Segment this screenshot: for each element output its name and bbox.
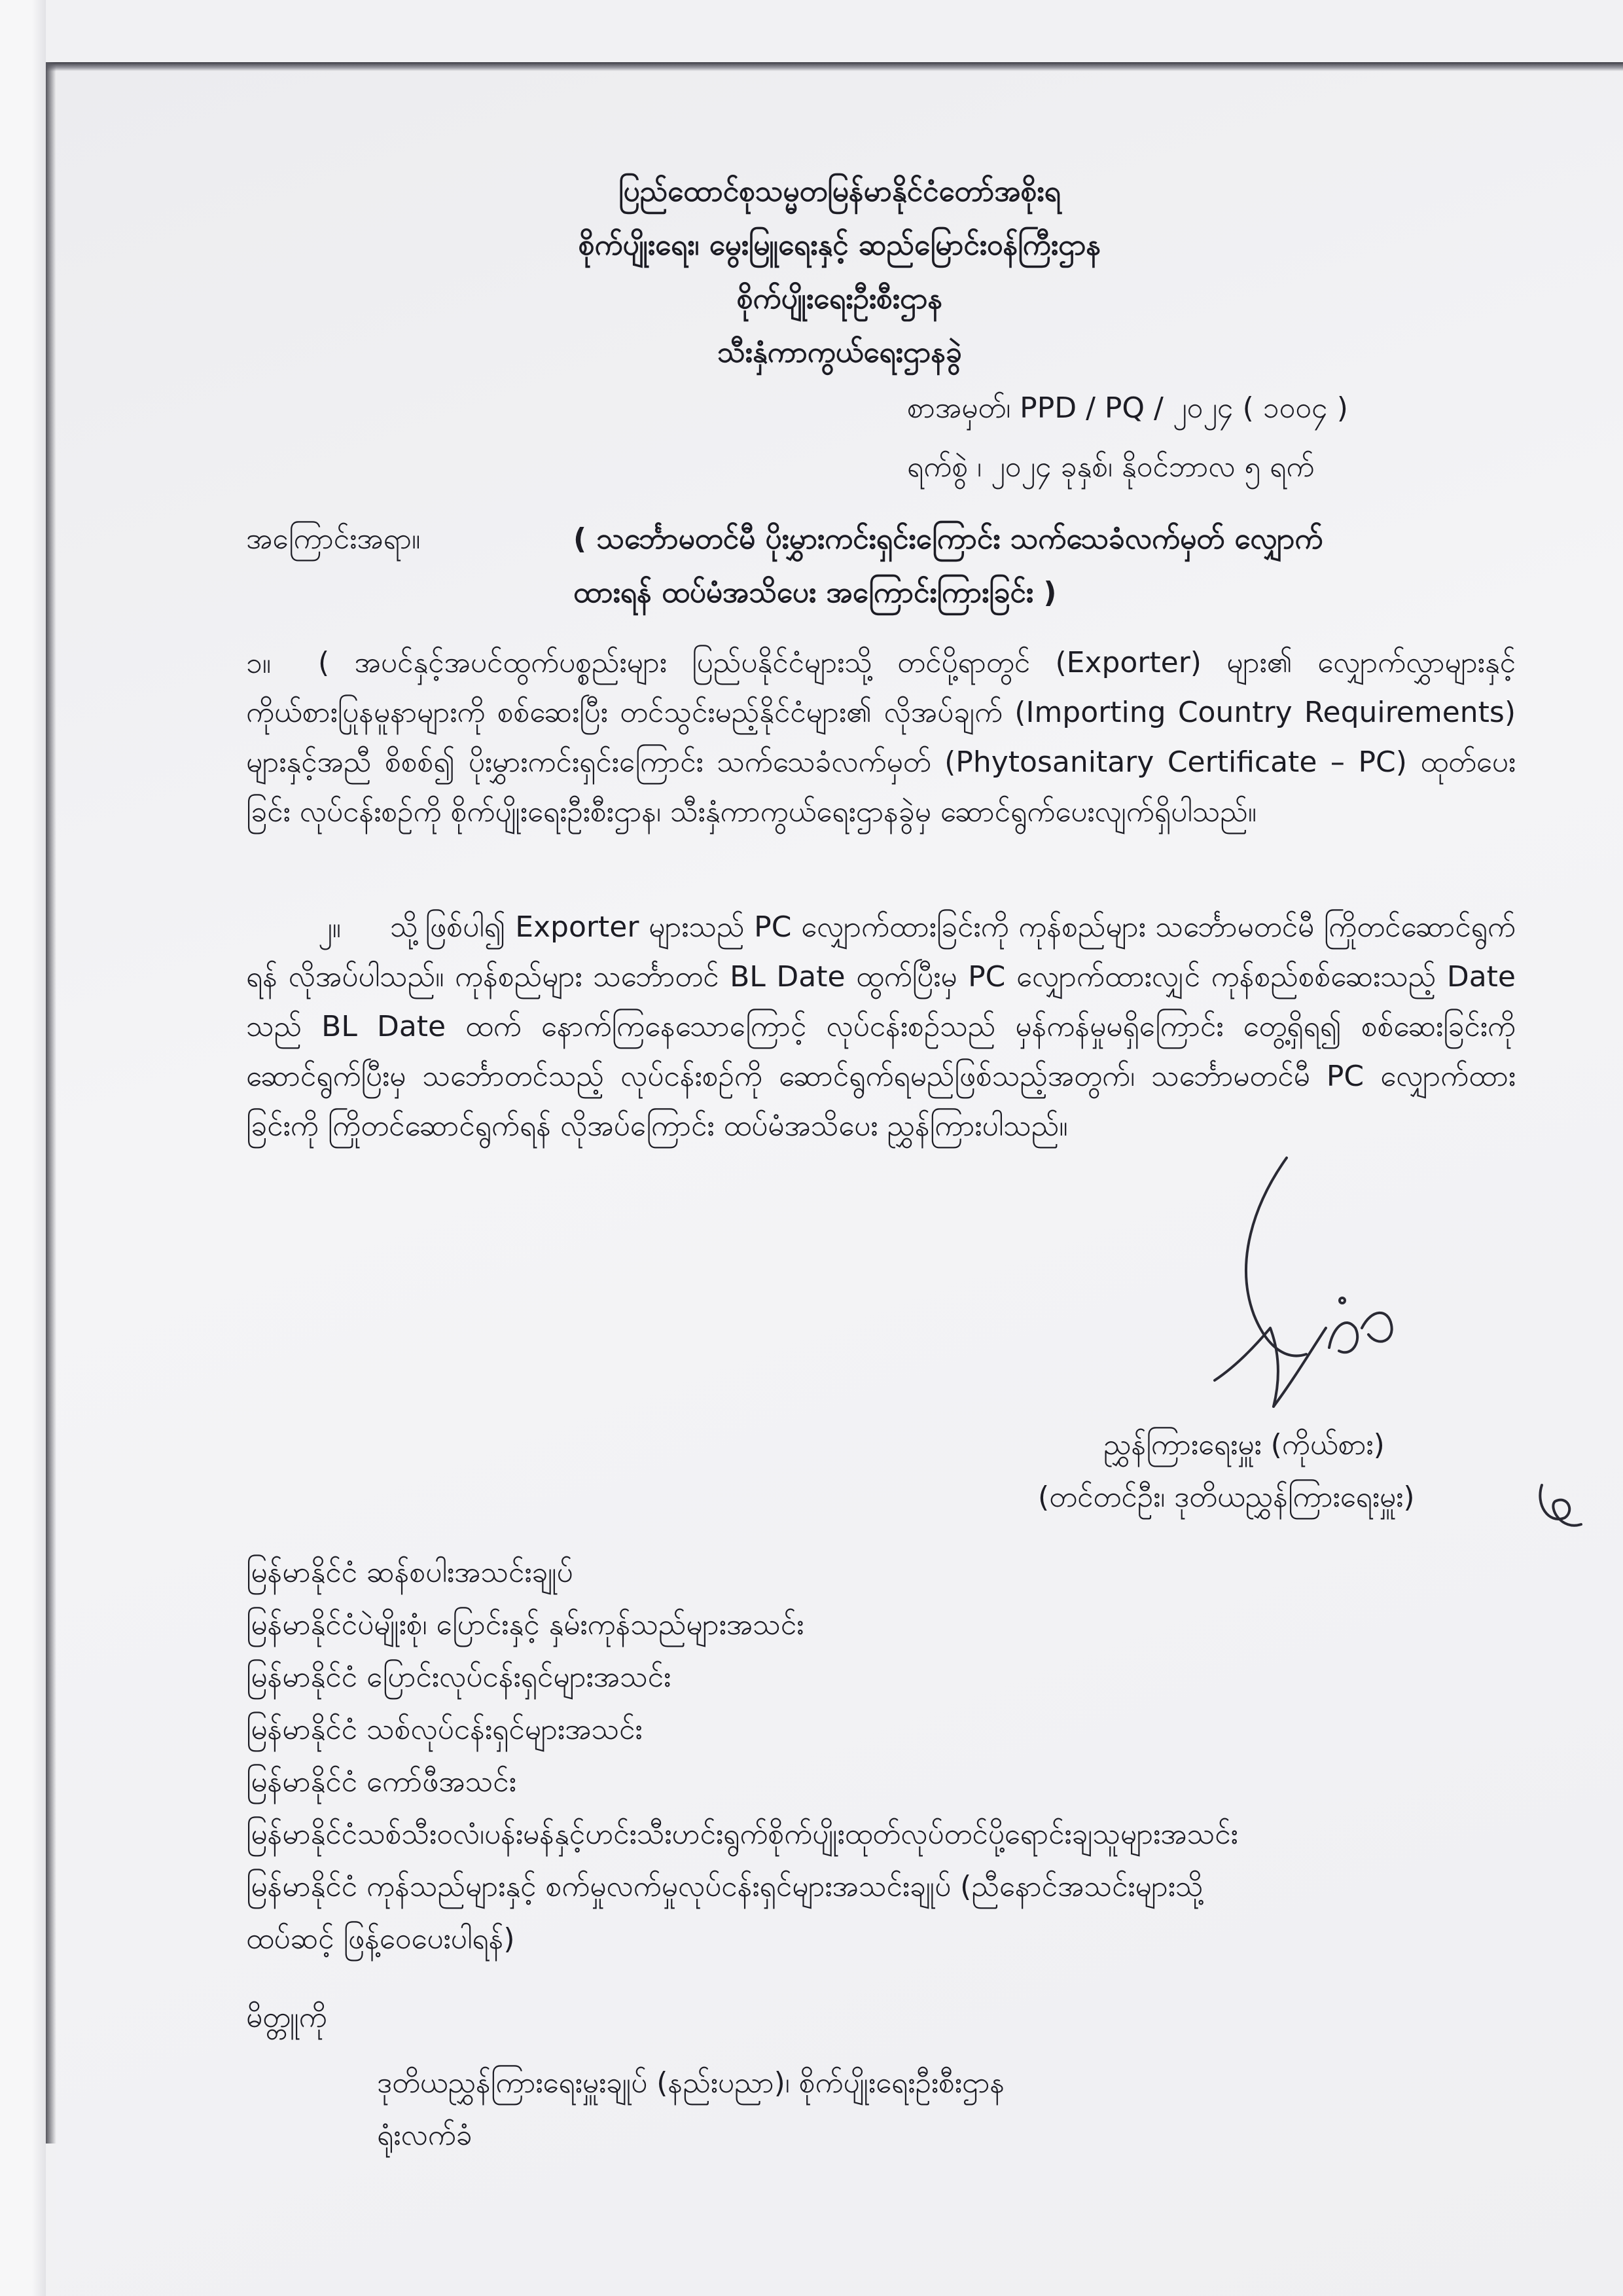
letter-number: စာအမှတ်၊ PPD / PQ / ၂၀၂၄ ( ၁၀၀၄ ) — [907, 391, 1348, 425]
header-department: စိုက်ပျိုးရေးဦးစီးဌာန — [736, 282, 943, 315]
copy-recipient-2: ရုံးလက်ခံ — [377, 2119, 473, 2152]
header-ministry: စိုက်ပျိုးရေး၊ မွေးမြူရေးနှင့် ဆည်မြောင်းဝန်ကြီးဌာန — [578, 228, 1101, 262]
signatory-name: (တင်တင်ဦး၊ ဒုတိယညွှန်ကြားရေးမှူး) — [1038, 1480, 1415, 1514]
document-page — [56, 71, 1623, 2296]
header-division: သီးနှံကာကွယ်ရေးဌာနခွဲ — [717, 336, 962, 369]
paragraph-2-text: သို့ဖြစ်ပါ၍ Exporter များသည် PC လျှောက်ထားခြင်းကို ကုန်စည်များ သင်္ဘောမတင်မီ ကြိုတင်ဆောင်ရွက်ရန် လိုအပ်ပါသည်။ ကုန်စည်များ သင်္ဘောတင် BL Date ထွက်ပြီးမှ PC လျှောက်ထားလျှင် ကုန်စည်စစ်ဆေးသည့် Date သည် BL Date ထက် နောက်ကြနေသောကြောင့် လုပ်ငန်းစဉ်သည် မှန်ကန်မှုမရှိကြောင်း တွေ့ရှိရ၍ စစ်ဆေးခြင်းကို ဆောင်ရွက်ပြီးမှ သင်္ဘောတင်သည့် လုပ်ငန်းစဉ်ကို ဆောင်ရွက်ရမည်ဖြစ်သည့်အတွက်၊ သင်္ဘောမတင်မီ PC လျှောက်ထားခြင်းကို ကြိုတင်ဆောင်ရွက်ရန် လိုအပ်ကြောင်း ထပ်မံအသိပေး ညွှန်ကြားပါသည်။ — [246, 910, 1516, 1143]
subject-line-2: ထားရန် ထပ်မံအသိပေး အကြောင်းကြားခြင်း ) — [573, 576, 1057, 609]
recipient-6: မြန်မာနိုင်ငံသစ်သီးဝလံ၊ပန်းမန်နှင့်ဟင်းသီးဟင်းရွက်စိုက်ပျိုးထုတ်လုပ်တင်ပို့ရောင်းချသူများအသင်း — [246, 1818, 1238, 1851]
recipient-7: မြန်မာနိုင်ငံ ကုန်သည်များနှင့် စက်မှုလက်မှုလုပ်ငန်းရှင်များအသင်းချုပ် (ညီနောင်အသင်းများသို့ — [246, 1870, 1204, 1903]
paragraph-2-number: ၂။ — [318, 911, 341, 944]
scan-edge-left — [0, 0, 46, 2296]
recipient-3: မြန်မာနိုင်ငံ ပြောင်းလုပ်ငန်းရှင်များအသင်း — [246, 1660, 671, 1694]
recipient-5: မြန်မာနိုင်ငံ ကော်ဖီအသင်း — [246, 1765, 516, 1799]
recipient-1: မြန်မာနိုင်ငံ ဆန်စပါးအသင်းချုပ် — [246, 1556, 573, 1589]
copy-recipient-1: ဒုတိယညွှန်ကြားရေးမှူးချုပ် (နည်းပညာ)၊ စိုက်ပျိုးရေးဦးစီးဌာန — [377, 2066, 1005, 2100]
subject-label: အကြောင်းအရာ။ — [246, 522, 421, 556]
scan-shadow-left — [46, 62, 56, 2144]
signatory-title: ညွှန်ကြားရေးမှူး (ကိုယ်စား) — [1103, 1428, 1385, 1462]
recipient-2: မြန်မာနိုင်ငံပဲမျိုးစုံ၊ ပြောင်းနှင့် နှမ်းကုန်သည်များအသင်း — [246, 1608, 804, 1641]
copies-label: မိတ္တူကို — [246, 2001, 327, 2034]
recipient-7-continued: ထပ်ဆင့် ဖြန့်ဝေပေးပါရန်) — [246, 1922, 515, 1956]
paragraph-1-text: ( အပင်နှင့်အပင်ထွက်ပစ္စည်းများ ပြည်ပနိုင်ငံများသို့ တင်ပို့ရာတွင် (Exporter) များ၏ လျှောက်လွှာများနှင့် ကိုယ်စားပြုနမူနာများကို စစ်ဆေးပြီး တင်သွင်းမည့်နိုင်ငံများ၏ လိုအပ်ချက် (Importing Country Requirements) များနှင့်အညီ စိစစ်၍ ပိုးမွှားကင်းရှင်းကြောင်း သက်သေခံလက်မှတ် (Phytosanitary Certificate – PC) ထုတ်ပေးခြင်း လုပ်ငန်းစဉ်ကို စိုက်ပျိုးရေးဦးစီးဌာန၊ သီးနှံကာကွယ်ရေးဌာနခွဲမှ ဆောင်ရွက်ပေးလျက်ရှိပါသည်။ — [246, 646, 1516, 829]
paragraph-1-number: ၁။ — [246, 647, 272, 680]
handwritten-signature — [1208, 1132, 1444, 1420]
header-government: ပြည်ထောင်စုသမ္မတမြန်မာနိုင်ငံတော်အစိုးရ — [618, 175, 1061, 208]
subject-line-1: ( သင်္ဘောမတင်မီ ပိုးမွှားကင်းရှင်းကြောင်း သက်သေခံလက်မှတ် လျှောက် — [573, 522, 1323, 556]
letter-date: ရက်စွဲ ၊ ၂၀၂၄ ခုနှစ်၊ နိုဝင်ဘာလ ၅ ရက် — [907, 450, 1315, 484]
recipient-4: မြန်မာနိုင်ငံ သစ်လုပ်ငန်းရှင်များအသင်း — [246, 1713, 643, 1746]
document-content — [56, 71, 1623, 2296]
scan-shadow-top — [46, 62, 1623, 71]
initials-mark — [1529, 1472, 1588, 1537]
